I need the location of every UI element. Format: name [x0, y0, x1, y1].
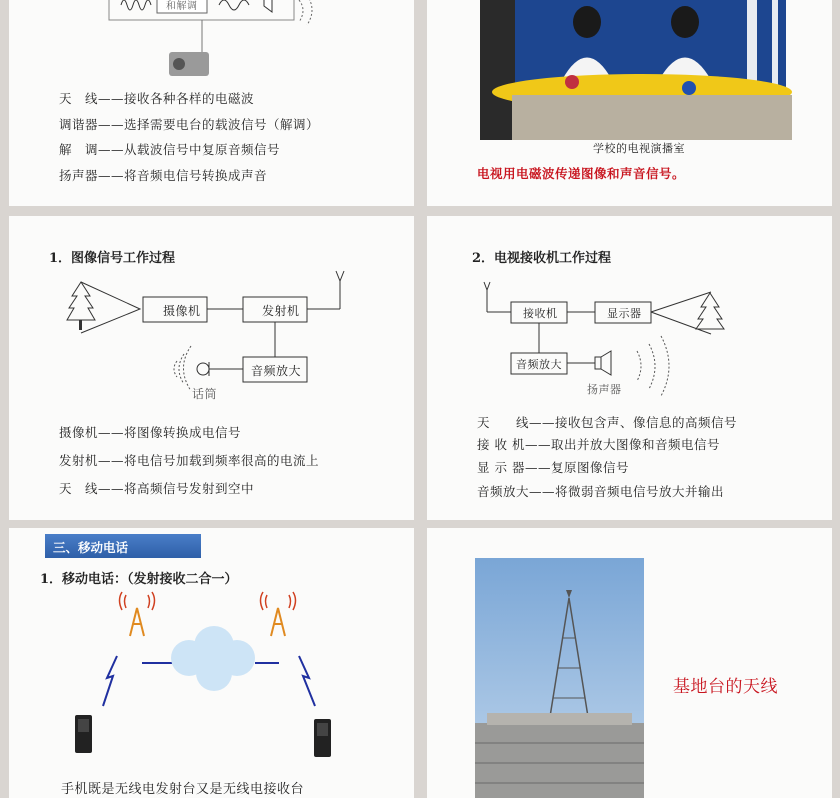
- slide-thumbnail-image-signal[interactable]: [9, 216, 414, 520]
- antenna-icon: [336, 271, 344, 281]
- antenna-tower-photo: [427, 528, 832, 798]
- text-line: 接 收 机——取出并放大图像和音频电信号: [477, 437, 720, 452]
- text-line: 天 线——接收各种各样的电磁波: [59, 91, 255, 106]
- tree-icon: [696, 293, 724, 329]
- slide-thumbnail-tv-studio[interactable]: [427, 0, 832, 206]
- slide-title: 2．电视接收机工作过程: [472, 251, 612, 266]
- text-line: 发射机——将电信号加载到频率很高的电流上: [59, 453, 320, 468]
- antenna-icon: [484, 282, 490, 290]
- diagram-label: 和解调: [166, 1, 198, 12]
- text-line: 调谐器——选择需要电台的载波信号（解调）: [59, 117, 320, 132]
- signal-bolt-icon: [299, 656, 315, 706]
- slide-title: 1．移动电话：（发射接收二合一）: [40, 572, 238, 587]
- microphone-label: 话筒: [192, 387, 218, 401]
- transmission-diagram: [9, 216, 414, 520]
- slide-title: 1．图像信号工作过程: [49, 251, 176, 266]
- photo-caption: 学校的电视演播室: [593, 142, 685, 155]
- tower-icon: [120, 592, 155, 636]
- receiver-box: 接收机: [523, 307, 558, 320]
- mobile-network-diagram: [9, 528, 414, 798]
- text-line: 显 示 器——复原图像信号: [477, 460, 629, 475]
- camera-box: 摄像机: [163, 304, 201, 318]
- text-line: 摄像机——将图像转换成电信号: [59, 425, 242, 440]
- tree-icon: [67, 282, 95, 320]
- text-line: 音频放大——将微弱音频电信号放大并输出: [477, 484, 725, 499]
- text-line: 手机既是无线电发射台又是无线电接收台: [61, 782, 305, 797]
- slide-thumbnail-base-station[interactable]: [427, 528, 832, 798]
- microphone-icon: [197, 363, 209, 375]
- speaker-label: 扬声器: [587, 383, 622, 396]
- text-line: 天 线——接收包含声、像信息的高频信号: [477, 415, 738, 430]
- text-line: 扬声器——将音频电信号转换成声音: [59, 168, 268, 183]
- text-line: 天 线——将高频信号发射到空中: [59, 481, 255, 496]
- statement-text: 电视用电磁波传递图像和声音信号。: [477, 166, 686, 181]
- text-line: 解 调——从载波信号中复原音频信号: [59, 142, 281, 157]
- slide-label: 基地台的天线: [673, 677, 778, 697]
- slide-thumbnail-tv-receiver[interactable]: [427, 216, 832, 520]
- transmitter-box: 发射机: [262, 304, 300, 318]
- speaker-icon: [595, 351, 611, 375]
- audio-amp-box: 音频放大: [251, 364, 302, 378]
- tower-icon: [261, 592, 296, 636]
- signal-bolt-icon: [103, 656, 117, 706]
- cloud-icon: [171, 626, 255, 691]
- slide-thumbnail-radio[interactable]: [9, 0, 414, 206]
- display-box: 显示器: [607, 307, 642, 320]
- slide-thumbnail-mobile-phone[interactable]: [9, 528, 414, 798]
- section-banner: 三、移动电话: [45, 534, 201, 558]
- audio-amp-box: 音频放大: [516, 358, 562, 371]
